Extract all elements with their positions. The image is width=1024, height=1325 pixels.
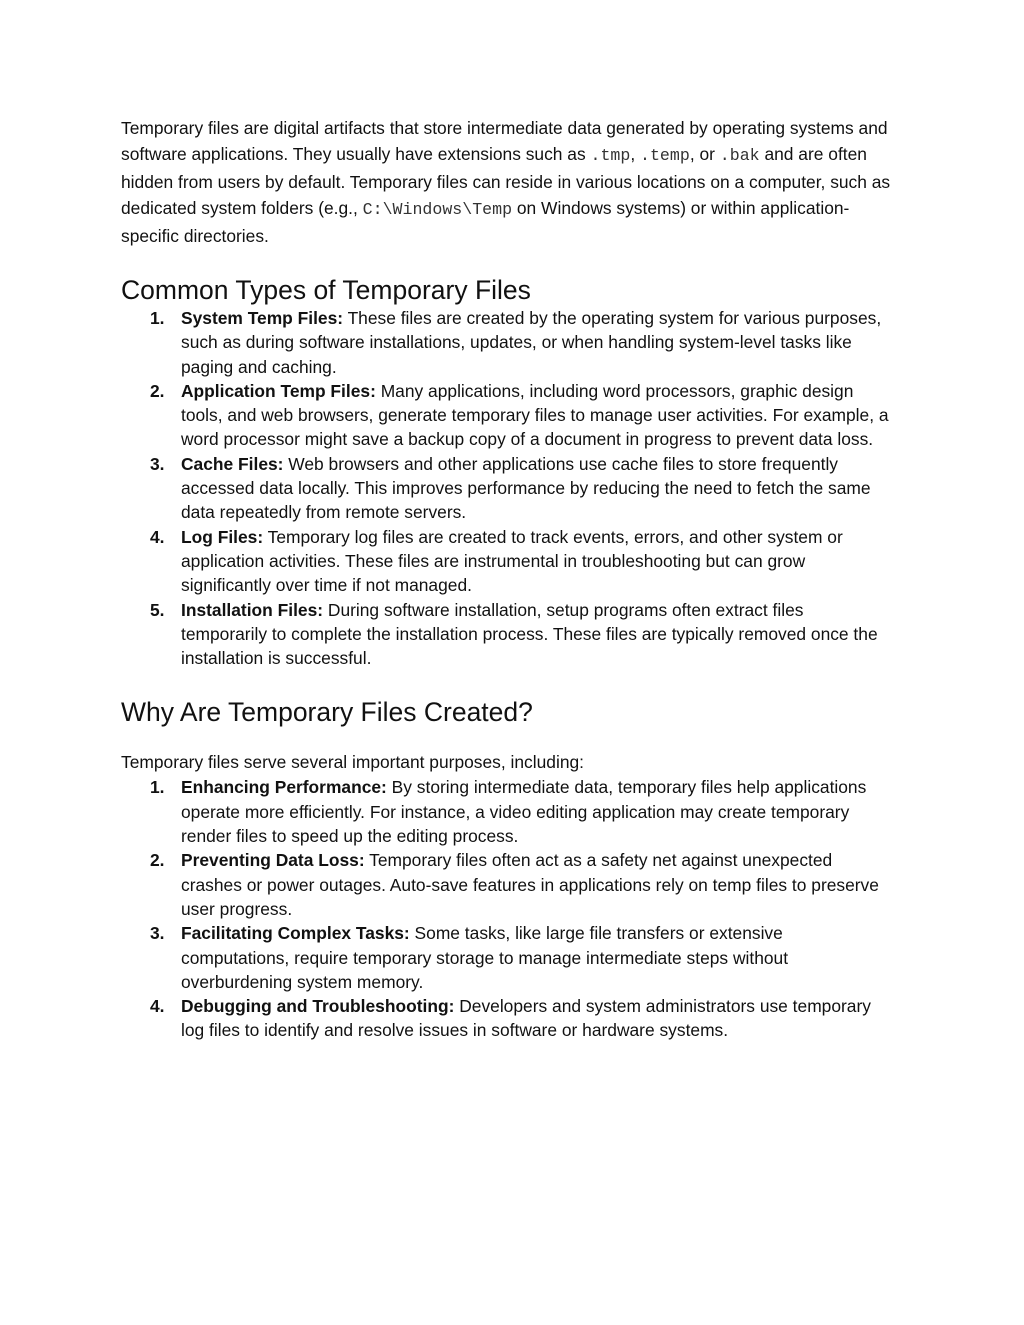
list-text: Temporary files often act as a safety net against unexpected crashes or power outages. Auto-save features in applications rely on temp files to preserve user progress. <box>181 850 879 919</box>
intro-paragraph <box>121 115 894 249</box>
list-text: By storing intermediate data, temporary files help applications operate more efficiently. For instance, a video editing application may create temporary render files to speed up the editing process. <box>181 777 867 847</box>
list-term: Cache Files: <box>181 453 284 474</box>
list-term: System Temp Files: <box>181 308 344 328</box>
list-text: During software installation, setup programs often extract files temporarily to complete the installation process. These files are typically removed once the installation is successful. <box>181 599 878 669</box>
section-heading-common-types: Common Types of Temporary Files <box>121 275 531 305</box>
list-number: 1. <box>150 308 165 328</box>
list-item <box>121 848 894 921</box>
list-number: 1. <box>150 777 165 798</box>
list-item <box>121 921 894 994</box>
list-term: Preventing Data Loss: <box>181 850 365 871</box>
list-term: Application Temp Files: <box>181 380 376 401</box>
list-term: Facilitating Complex Tasks: <box>181 923 410 944</box>
list-text: Temporary log files are created to track events, errors, and other system or application activities. These files are instrumental in troubleshooting but can grow significantly over time if not managed. <box>181 526 843 596</box>
list-item <box>121 994 894 1043</box>
list-item <box>121 452 894 525</box>
purposes-list <box>121 775 894 1042</box>
intro-text: on Windows systems) or within application-specific directories. <box>121 198 850 246</box>
list-number: 4. <box>150 526 165 547</box>
list-number: 3. <box>150 923 165 944</box>
list-item <box>121 525 894 598</box>
list-term: Log Files: <box>181 526 264 547</box>
windows-temp-path-code: C:\Windows\Temp <box>362 200 513 219</box>
ext-temp-code: .temp <box>640 146 690 165</box>
list-number: 2. <box>150 380 165 401</box>
list-text: These files are created by the operating system for various purposes, such as during software installations, updates, or when handling system-level tasks like paging and caching. <box>181 308 882 377</box>
intro-text: , or <box>689 144 720 164</box>
list-text: Many applications, including word processors, graphic design tools, and web browsers, generate temporary files to manage user activities. For example, a word processor might save a backup copy of a document in progress to prevent data loss. <box>181 380 889 450</box>
list-text: Some tasks, like large file transfers or extensive computations, require temporary storage to manage intermediate steps without overburdening system memory. <box>181 923 789 992</box>
list-number: 4. <box>150 996 165 1017</box>
list-number: 3. <box>150 453 165 474</box>
list-item <box>121 306 894 379</box>
intro-text: and are often hidden from users by default. Temporary files can reside in various locations on a computer, such as dedicated system folders (e.g., <box>121 144 891 218</box>
common-types-list <box>121 306 894 670</box>
list-term: Installation Files: <box>181 599 324 620</box>
intro-text: , <box>630 144 641 164</box>
purposes-intro: Temporary files serve several important purposes, including: <box>121 752 584 773</box>
list-term: Enhancing Performance: <box>181 777 387 798</box>
ext-bak-code: .bak <box>719 146 760 165</box>
intro-text: Temporary files are digital artifacts that store intermediate data generated by operating systems and software applications. They usually have extensions such as <box>121 118 888 164</box>
list-text: Web browsers and other applications use cache files to store frequently accessed data locally. This improves performance by reducing the need to fetch the same data repeatedly from remote servers. <box>181 453 871 523</box>
list-number: 5. <box>150 599 165 620</box>
ext-tmp-code: .tmp <box>590 146 631 165</box>
section-heading-why-created: Why Are Temporary Files Created? <box>121 697 533 728</box>
list-item <box>121 379 894 452</box>
list-item <box>121 598 894 671</box>
list-item <box>121 775 894 848</box>
list-number: 2. <box>150 850 165 871</box>
list-text: Developers and system administrators use temporary log files to identify and resolve issues in software or hardware systems. <box>181 996 871 1041</box>
list-term: Debugging and Troubleshooting: <box>181 996 455 1017</box>
